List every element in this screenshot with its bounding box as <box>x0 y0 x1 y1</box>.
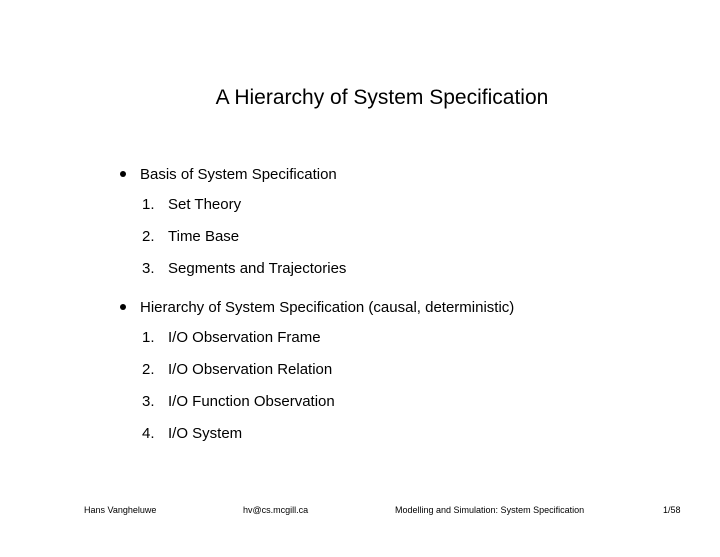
list-number: 3. <box>142 393 155 410</box>
section-heading: Basis of System Specification <box>140 165 337 183</box>
section-hierarchy <box>118 297 514 457</box>
numbered-list <box>142 196 346 280</box>
list-number: 4. <box>142 425 155 442</box>
list-number: 2. <box>142 361 155 378</box>
list-text: Time Base <box>168 228 240 245</box>
list-text: I/O Function Observation <box>168 393 335 410</box>
section-heading: Hierarchy of System Specification (causal, deterministic) <box>140 298 515 316</box>
footer-course: Modelling and Simulation: System Specification <box>395 505 585 515</box>
bullet-dot-icon <box>120 304 126 310</box>
list-item <box>142 361 514 381</box>
list-text: Segments and Trajectories <box>168 260 347 277</box>
footer-email: hv@cs.mcgill.ca <box>243 505 309 515</box>
list-item <box>142 260 346 280</box>
list-number: 2. <box>142 228 155 245</box>
list-text: I/O Observation Frame <box>168 329 321 346</box>
list-text: Set Theory <box>168 196 242 213</box>
slide-title: A Hierarchy of System Specification <box>215 86 549 109</box>
list-number: 1. <box>142 329 155 346</box>
list-item <box>142 196 346 216</box>
bullet-dot-icon <box>120 171 126 177</box>
bullet-item <box>118 164 346 184</box>
list-item <box>142 228 346 248</box>
numbered-list <box>142 329 514 445</box>
list-text: I/O Observation Relation <box>168 361 333 378</box>
list-item <box>142 329 514 349</box>
footer-page-number: 1/58 <box>663 505 681 515</box>
list-number: 1. <box>142 196 155 213</box>
list-text: I/O System <box>168 425 243 442</box>
list-item <box>142 393 514 413</box>
list-number: 3. <box>142 260 155 277</box>
footer-author: Hans Vangheluwe <box>84 505 157 515</box>
section-basis <box>118 164 346 292</box>
bullet-item <box>118 297 514 317</box>
list-item <box>142 425 514 445</box>
